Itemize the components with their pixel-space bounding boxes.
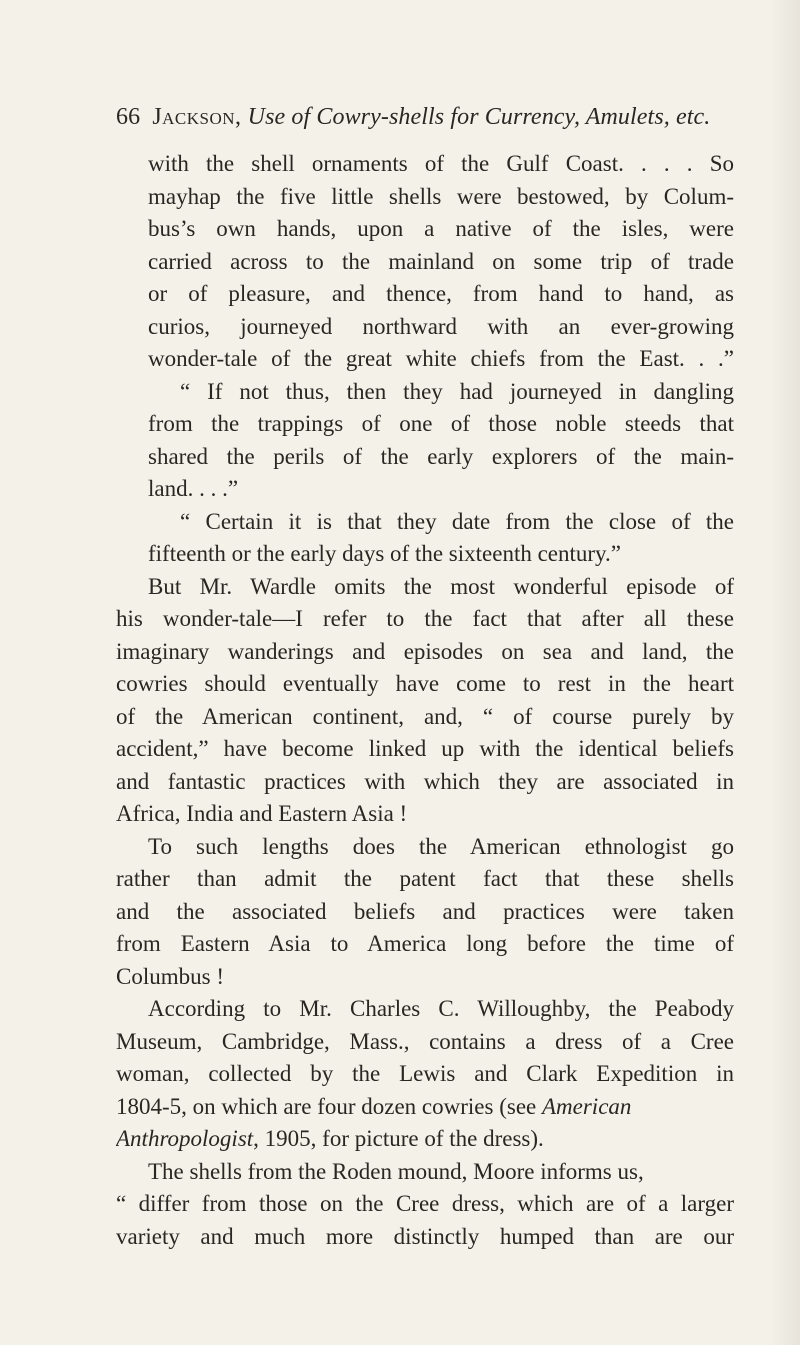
text-line: land. . . .” bbox=[148, 476, 239, 501]
page-number: 66 bbox=[116, 104, 141, 130]
text-line: from Eastern Asia to America long before the time of bbox=[116, 931, 734, 956]
text-line: But Mr. Wardle omits the most wonderful episode of bbox=[148, 573, 734, 599]
text-line-with-citation bbox=[116, 1091, 734, 1124]
text-line: fifteenth or the early days of the sixteenth century.” bbox=[148, 541, 622, 566]
text-line: and the associated beliefs and practices were taken bbox=[116, 898, 734, 924]
text-line: carried across to the mainland on some trip of trade bbox=[148, 248, 734, 274]
text-line: mayhap the five little shells were bestowed, by Colum- bbox=[148, 183, 734, 209]
text-line: curios, journeyed northward with an ever-growing bbox=[148, 313, 734, 339]
text-line: his wonder-tale—I refer to the fact that after all these bbox=[116, 606, 734, 631]
text-line-with-citation bbox=[116, 1123, 734, 1156]
text-line: Africa, India and Eastern Asia ! bbox=[116, 801, 408, 826]
text-line: shared the perils of the early explorers of the main- bbox=[148, 443, 734, 469]
text-line: The shells from the Roden mound, Moore informs us, bbox=[148, 1158, 644, 1184]
text-line: imaginary wanderings and episodes on sea and land, the bbox=[116, 638, 734, 664]
citation-journal: American bbox=[541, 1093, 632, 1119]
text-line: of the American continent, and, “ of course purely by bbox=[116, 703, 734, 729]
text-line: bus’s own hands, upon a native of the isles, were bbox=[148, 216, 734, 241]
text-line: According to Mr. Charles C. Willoughby, the Peabody bbox=[148, 996, 734, 1021]
text-line: “ If not thus, then they had journeyed in dangling bbox=[180, 378, 734, 404]
text-line: To such lengths does the American ethnologist go bbox=[148, 833, 734, 859]
text-line: variety and much more distinctly humped than are our bbox=[116, 1223, 734, 1249]
text-line: rather than admit the patent fact that these shells bbox=[116, 866, 734, 891]
text-line: cowries should eventually have come to rest in the heart bbox=[116, 671, 734, 696]
text-line: and fantastic practices with which they are associated in bbox=[116, 768, 734, 794]
text-line: with the shell ornaments of the Gulf Coast. . . . So bbox=[148, 151, 734, 176]
text-line: Columbus ! bbox=[116, 963, 224, 989]
running-header bbox=[116, 102, 736, 132]
text-line: accident,” have become linked up with the identical beliefs bbox=[116, 736, 734, 761]
text-line: “ differ from those on the Cree dress, which are of a larger bbox=[116, 1191, 734, 1216]
text-line: or of pleasure, and thence, from hand to hand, as bbox=[148, 281, 734, 306]
text-line: Museum, Cambridge, Mass., contains a dress of a Cree bbox=[116, 1028, 734, 1054]
text-line: from the trappings of one of those noble steeds that bbox=[148, 411, 734, 436]
text-line: wonder-tale of the great white chiefs from the East. . .” bbox=[148, 346, 734, 371]
citation-journal-cont: Anthropologist bbox=[116, 1126, 254, 1151]
text-segment: 1804-5, on which are four dozen cowries (see bbox=[116, 1093, 537, 1119]
body-text bbox=[116, 148, 734, 1253]
text-line: woman, collected by the Lewis and Clark Expedition in bbox=[116, 1061, 734, 1086]
running-author: Jackson, bbox=[152, 104, 242, 130]
running-title: Use of Cowry-shells for Currency, Amulets, etc. bbox=[247, 104, 711, 130]
text-segment: , 1905, for picture of the dress). bbox=[253, 1126, 544, 1151]
text-line: “ Certain it is that they date from the close of the bbox=[180, 508, 734, 534]
